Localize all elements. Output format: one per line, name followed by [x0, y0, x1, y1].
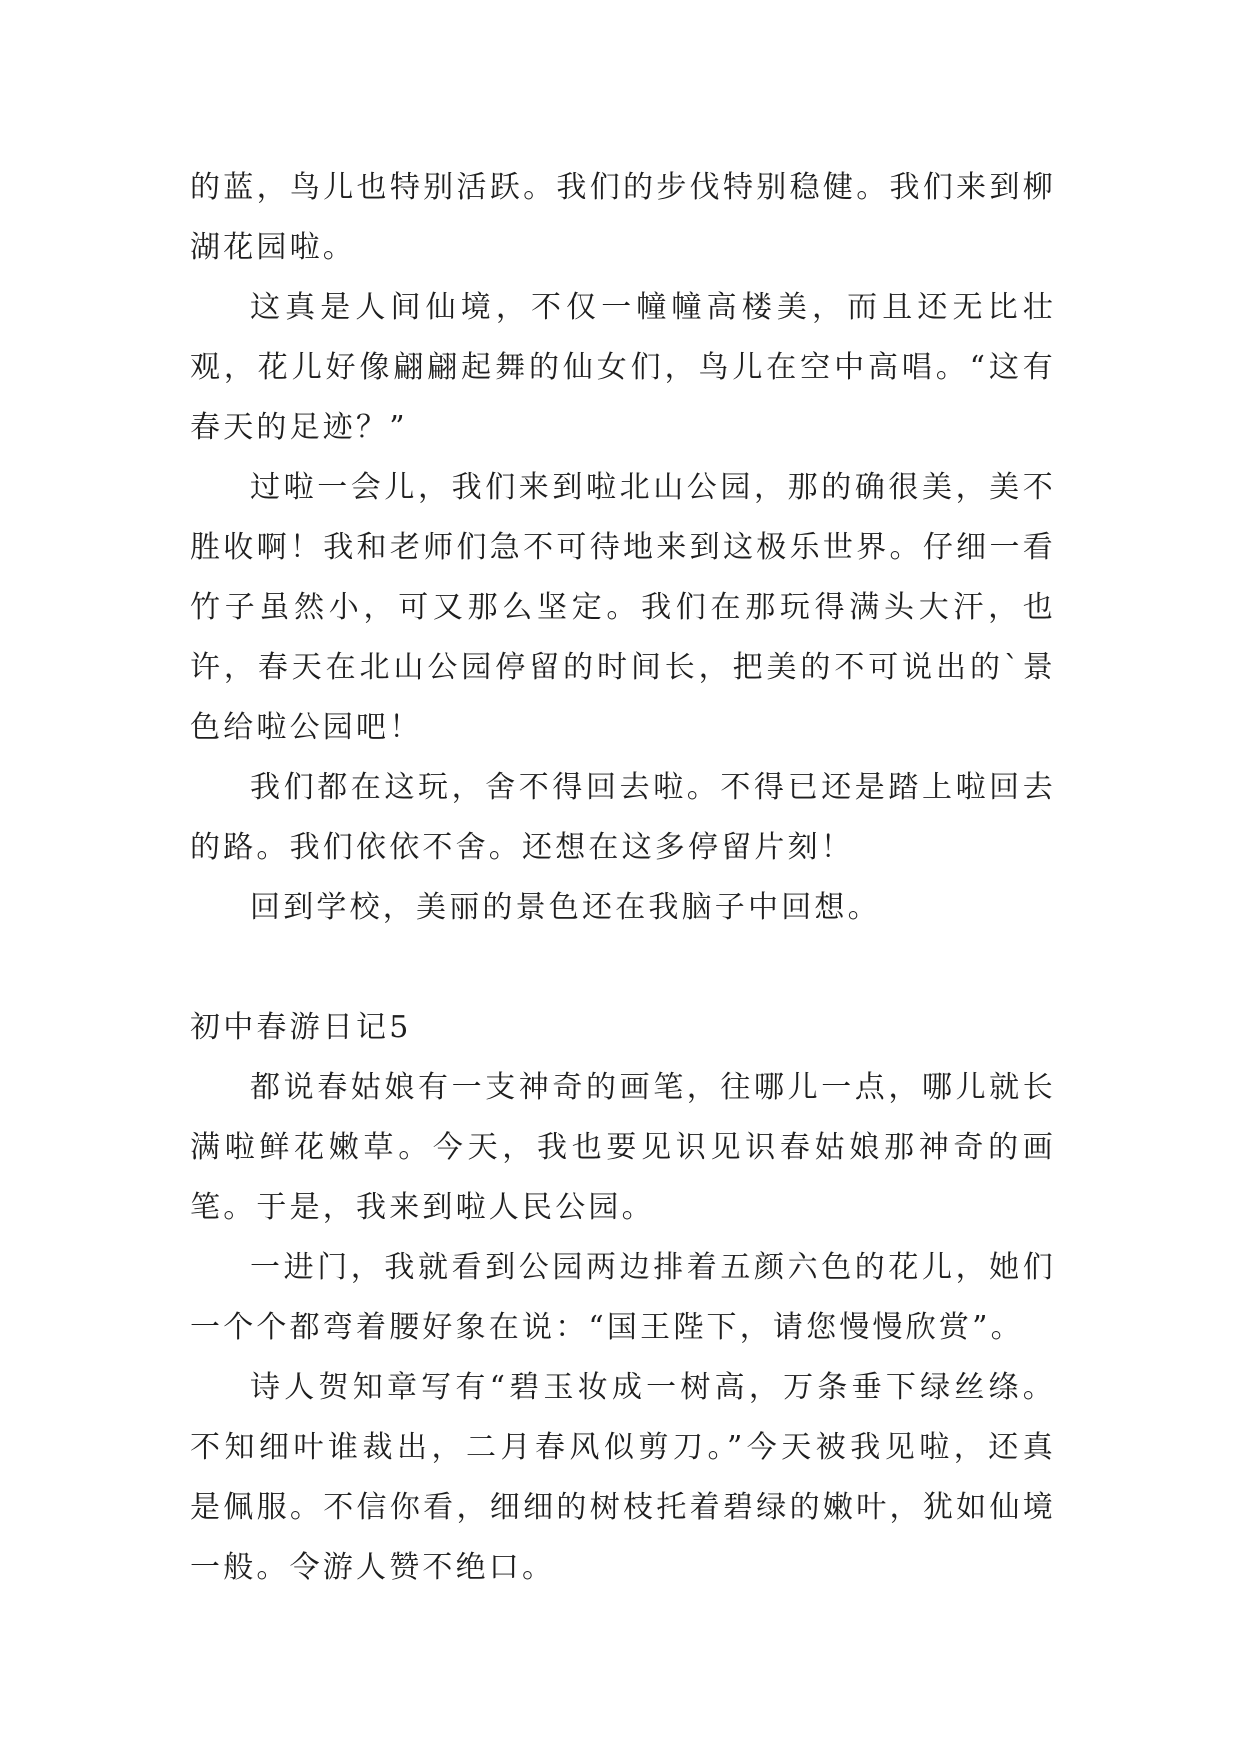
paragraph-continued: 的蓝，鸟儿也特别活跃。我们的步伐特别稳健。我们来到柳湖花园啦。 [190, 170, 1056, 265]
paragraph-leaving: 我们都在这玩，舍不得回去啦。不得已还是踏上啦回去的路。我们依依不舍。还想在这多停留片刻！ [190, 770, 1056, 865]
paragraph-willow-poem: 诗人贺知章写有“碧玉妆成一树高，万条垂下绿丝绦。不知细叶谁裁出，二月春风似剪刀。”今天被我见啦，还真是佩服。不信你看，细细的树枝托着碧绿的嫩叶，犹如仙境一般。令游人赞不绝口。 [190, 1370, 1056, 1585]
document-body [190, 158, 1056, 1598]
paragraph-back-to-school: 回到学校，美丽的景色还在我脑子中回想。 [250, 890, 881, 925]
paragraph-spring-brush: 都说春姑娘有一支神奇的画笔，往哪儿一点，哪儿就长满啦鲜花嫩草。今天，我也要见识见识春姑娘那神奇的画笔。于是，我来到啦人民公园。 [190, 1070, 1056, 1225]
section-title: 初中春游日记5 [190, 1010, 412, 1045]
paragraph-fairyland: 这真是人间仙境，不仅一幢幢高楼美，而且还无比壮观，花儿好像翩翩起舞的仙女们，鸟儿在空中高唱。“这有春天的足迹？” [190, 290, 1056, 445]
paragraph-beishan-park: 过啦一会儿，我们来到啦北山公园，那的确很美，美不胜收啊！我和老师们急不可待地来到这极乐世界。仔细一看竹子虽然小，可又那么坚定。我们在那玩得满头大汗，也许，春天在北山公园停留的时间长，把美的不可说出的`景色给啦公园吧！ [190, 470, 1056, 745]
paragraph-entrance-flowers: 一进门，我就看到公园两边排着五颜六色的花儿，她们一个个都弯着腰好象在说：“国王陛下，请您慢慢欣赏”。 [190, 1250, 1056, 1345]
